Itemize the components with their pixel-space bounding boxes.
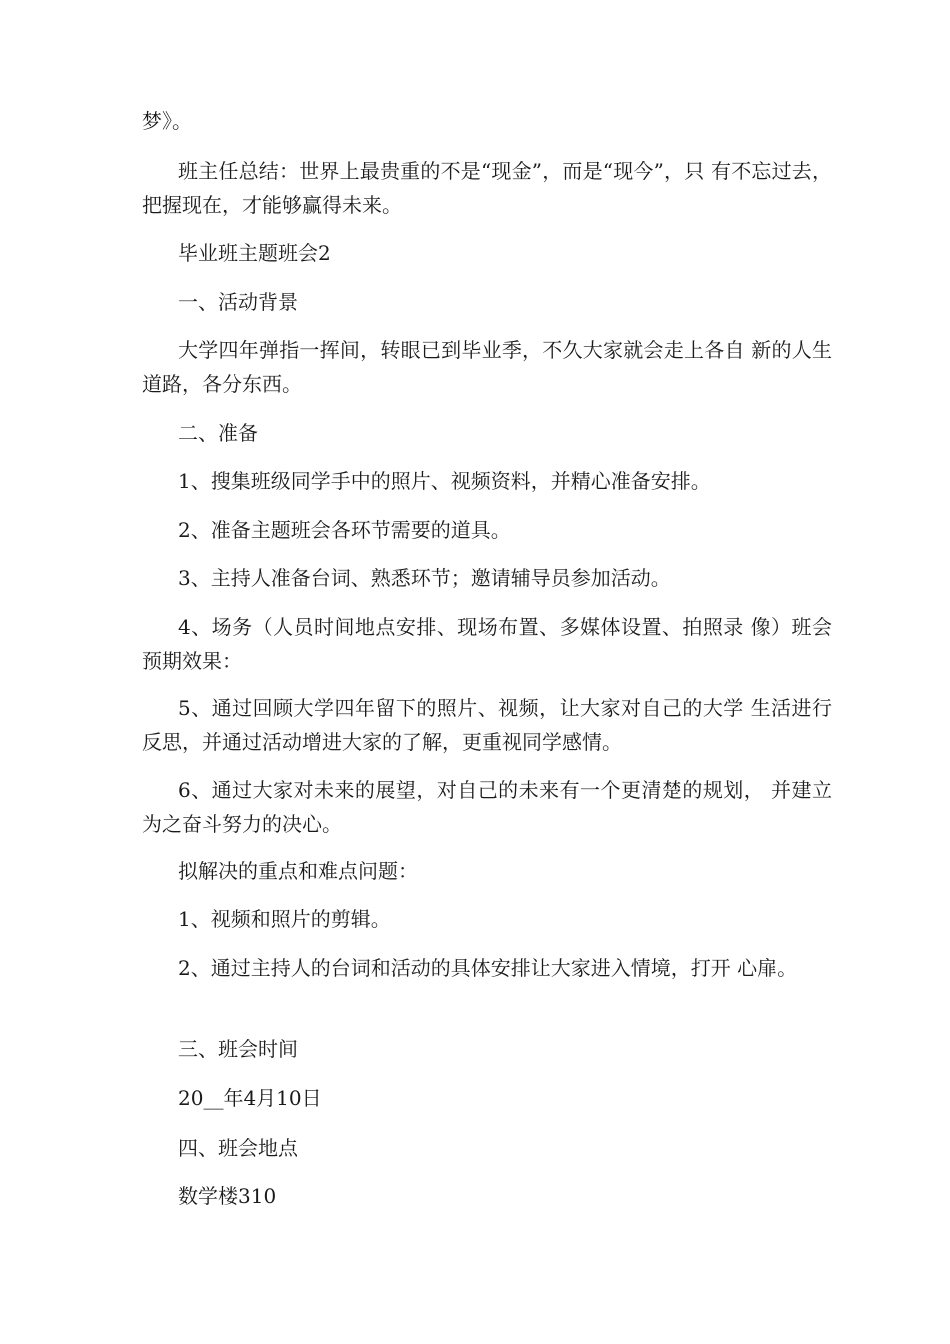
paragraph-summary: 班主任总结：世界上最贵重的不是“现金”，而是“现今”，只 有不忘过去，把握现在，才能够赢得未来。 — [142, 159, 832, 217]
list-item: 6、通过大家对未来的展望，对自己的未来有一个更清楚的规划， 并建立为之奋斗努力的决心。 — [142, 778, 832, 836]
list-item: 1、搜集班级同学手中的照片、视频资料，并精心准备安排。 — [178, 469, 711, 493]
paragraph-continuation: 梦》。 — [142, 109, 192, 133]
section-title: 毕业班主题班会2 — [178, 241, 331, 265]
heading-key-issues: 拟解决的重点和难点问题： — [178, 859, 418, 883]
meeting-date: 20__年4月10日 — [178, 1086, 322, 1110]
list-item: 2、通过主持人的台词和活动的具体安排让大家进入情境，打开 心扉。 — [178, 956, 798, 980]
heading-location: 四、班会地点 — [178, 1136, 298, 1160]
list-item: 1、视频和照片的剪辑。 — [178, 907, 391, 931]
paragraph-background: 大学四年弹指一挥间，转眼已到毕业季，不久大家就会走上各自 新的人生道路，各分东西。 — [142, 338, 832, 396]
list-item: 4、场务（人员时间地点安排、现场布置、多媒体设置、拍照录 像）班会预期效果： — [142, 615, 832, 673]
list-item: 5、通过回顾大学四年留下的照片、视频，让大家对自己的大学 生活进行反思，并通过活动增进大家的了解，更重视同学感情。 — [142, 696, 832, 754]
meeting-location: 数学楼310 — [178, 1184, 277, 1208]
list-item: 3、主持人准备台词、熟悉环节；邀请辅导员参加活动。 — [178, 566, 671, 590]
list-item: 2、准备主题班会各环节需要的道具。 — [178, 518, 511, 542]
heading-preparation: 二、准备 — [178, 421, 258, 445]
heading-time: 三、班会时间 — [178, 1037, 298, 1061]
heading-background: 一、活动背景 — [178, 290, 298, 314]
